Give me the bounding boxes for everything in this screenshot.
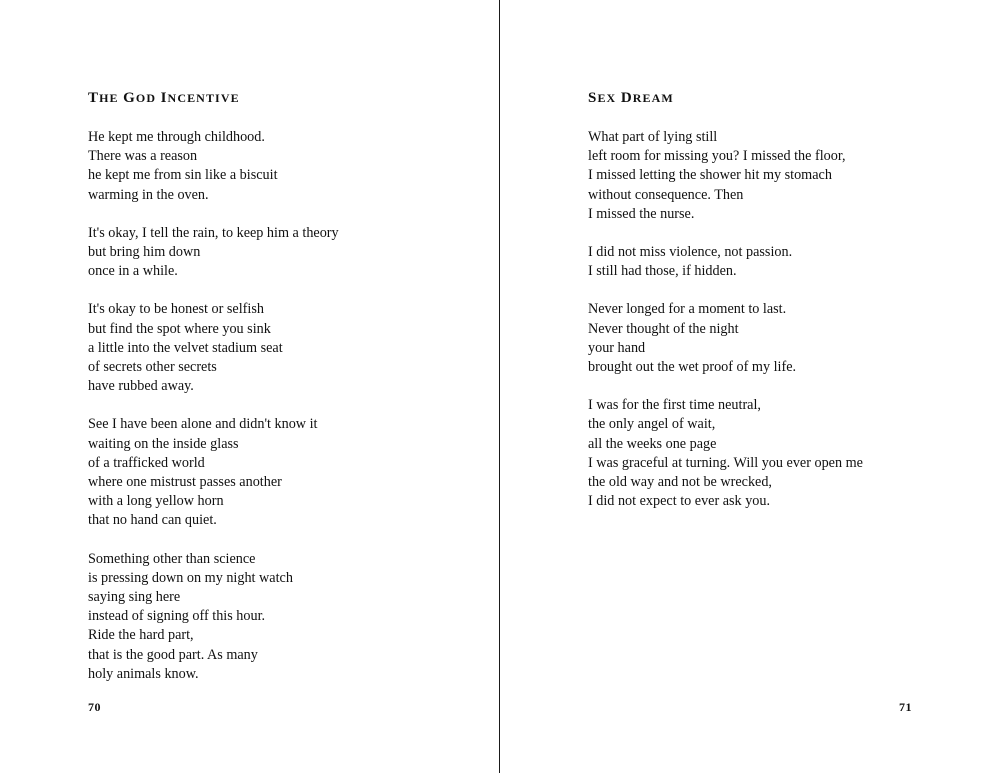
right-page: [500, 0, 1000, 773]
poem-stanza: [588, 300, 968, 377]
title-word: THE: [88, 90, 119, 106]
page-number-left: 70: [88, 700, 101, 714]
poem-line: a little into the velvet stadium seat: [88, 339, 283, 356]
poem-line: without consequence. Then: [588, 186, 744, 203]
poem-line: is pressing down on my night watch: [88, 569, 293, 586]
poem-line: of secrets other secrets: [88, 359, 217, 376]
poem-line: holy animals know.: [88, 665, 199, 682]
poem-stanza: [588, 128, 968, 224]
poem-line: I still had those, if hidden.: [588, 263, 737, 280]
poem-line: I was graceful at turning. Will you ever open me: [588, 454, 863, 471]
poem-line: your hand: [588, 339, 646, 356]
poem-line: that is the good part. As many: [88, 646, 258, 663]
poem-line: of a trafficked world: [88, 454, 205, 471]
poem-line: saying sing here: [88, 589, 181, 606]
poem-line: It's okay to be honest or selfish: [88, 301, 264, 318]
poem-stanza: [88, 128, 468, 205]
poem-line: with a long yellow horn: [88, 493, 224, 510]
poem-body-right: [588, 128, 968, 530]
poem-line: I was for the first time neutral,: [588, 397, 761, 414]
page-number-right: 71: [899, 700, 912, 714]
poem-line: Never longed for a moment to last.: [588, 301, 787, 318]
poem-line: have rubbed away.: [88, 378, 194, 395]
poem-line: He kept me through childhood.: [88, 129, 265, 145]
poem-line: the old way and not be wrecked,: [588, 474, 772, 491]
poem-line: where one mistrust passes another: [88, 474, 282, 491]
title-word: INCENTIVE: [160, 90, 240, 106]
poem-line: Never thought of the night: [588, 320, 739, 337]
poem-line: Something other than science: [88, 550, 256, 567]
poem-line: I did not miss violence, not passion.: [588, 244, 793, 261]
poem-line: I missed letting the shower hit my stomach: [588, 167, 832, 184]
poem-stanza: [588, 243, 968, 281]
poem-stanza: [88, 550, 468, 684]
poem-line: but bring him down: [88, 244, 201, 261]
poem-line: he kept me from sin like a biscuit: [88, 167, 278, 184]
poem-stanza: [588, 396, 968, 511]
poem-line: once in a while.: [88, 263, 178, 280]
title-word: GOD: [123, 90, 157, 106]
poem-line: It's okay, I tell the rain, to keep him a theory: [88, 224, 339, 241]
poem-line: left room for missing you? I missed the floor,: [588, 148, 846, 165]
poem-line: What part of lying still: [588, 129, 718, 145]
poem-line: waiting on the inside glass: [88, 435, 239, 452]
poem-line: instead of signing off this hour.: [88, 608, 266, 625]
poem-line: I missed the nurse.: [588, 205, 695, 222]
poem-line: the only angel of wait,: [588, 416, 716, 433]
poem-title-right: [588, 90, 674, 107]
poem-line: See I have been alone and didn't know it: [88, 416, 318, 433]
poem-line: Ride the hard part,: [88, 627, 194, 644]
poem-line: that no hand can quiet.: [88, 512, 217, 529]
poem-line: all the weeks one page: [588, 435, 717, 452]
poem-body-left: [88, 128, 468, 703]
title-word: DREAM: [620, 90, 674, 106]
poem-title-left: [88, 90, 240, 107]
poem-stanza: [88, 224, 468, 282]
poem-stanza: [88, 415, 468, 530]
poem-stanza: [88, 300, 468, 396]
poem-line: but find the spot where you sink: [88, 320, 271, 337]
poem-line: warming in the oven.: [88, 186, 209, 203]
poem-line: I did not expect to ever ask you.: [588, 493, 771, 510]
poem-line: There was a reason: [88, 148, 198, 165]
title-word: SEX: [588, 90, 617, 106]
poem-line: brought out the wet proof of my life.: [588, 359, 797, 376]
